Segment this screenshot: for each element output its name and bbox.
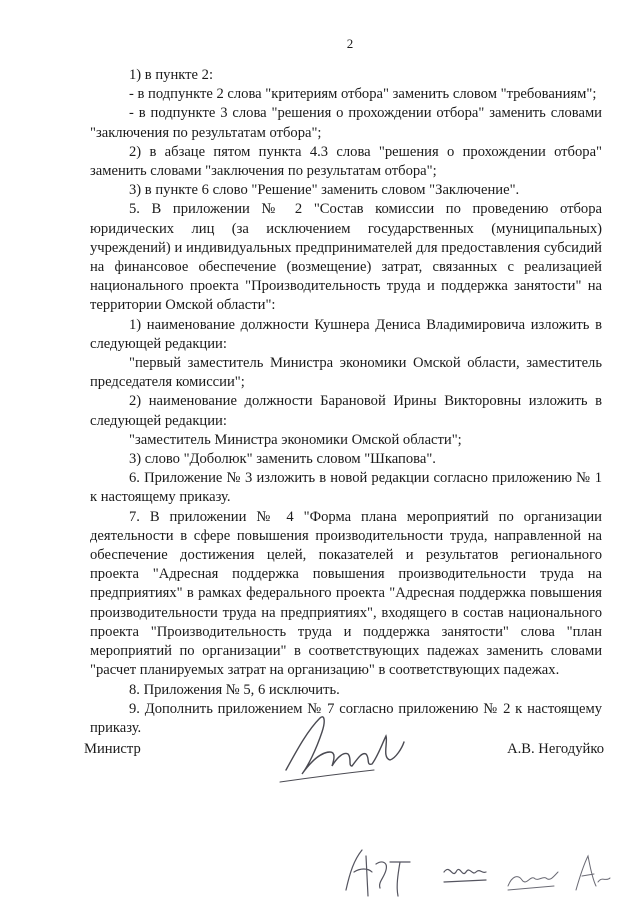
paragraph-item-2-abzac: 2) в абзаце пятом пункта 4.3 слова "решения о прохождении отбора" заменить словами "заключения по результатам отбора";: [90, 143, 602, 180]
paragraph-item-3-punkt6: 3) в пункте 6 слово "Решение" заменить словом "Заключение".: [129, 182, 520, 199]
quote-baranova: "заместитель Министра экономики Омской области";: [129, 431, 462, 448]
handwritten-signature: [278, 708, 408, 788]
signatory-name: А.В. Негодуйко: [507, 741, 604, 757]
signatory-title: Министр: [84, 741, 141, 757]
document-body: [90, 66, 602, 738]
paragraph-doboljuk: 3) слово "Доболюк" заменить словом "Шкапова".: [129, 451, 436, 468]
paragraph-section-6: 6. Приложение № 3 изложить в новой редакции согласно приложению № 1 к настоящему приказу.: [90, 470, 602, 506]
page-number: 2: [346, 36, 354, 51]
approval-initials: [340, 842, 620, 902]
paragraph-subitem-3: - в подпункте 3 слова "решения о прохождении отбора" заменить словами "заключения по результатам отбора";: [90, 105, 602, 141]
paragraph-section-9: 9. Дополнить приложением № 7 согласно приложению № 2 к настоящему приказу.: [90, 700, 602, 736]
paragraph-section-7: 7. В приложении № 4 "Форма плана мероприятий по организации деятельности в сфере повышения производительности труда, направленной на обеспечение достижения целей, показателей и результатов регионального проекта "Адресная поддержка повышения производительности труда на предприятиях" в рамках федерального проекта "Адресная поддержка повышения производительности труда на предприятиях", входящего в состав национального проекта "Производительность труда и поддержка занятости" слова "план мероприятий по организации" в соответствующих падежах заменить словами "расчет планируемых затрат на организацию" в соответствующих падежах.: [90, 508, 602, 679]
paragraph-section-5: 5. В приложении № 2 "Состав комиссии по проведению отбора юридических лиц (за исключением государственных (муниципальных) учреждений) и индивидуальных предпринимателей для предоставления субсидий на финансовое обеспечение (возмещение) затрат, связанных с реализацией национального проекта "Производительность труда и поддержка занятости" на территории Омской области":: [90, 201, 602, 314]
paragraph-subitem-2: - в подпункте 2 слова "критериям отбора" заменить словом "требованиям";: [129, 86, 597, 103]
paragraph-kushner: 1) наименование должности Кушнера Дениса Владимировича изложить в следующей редакции:: [90, 316, 602, 352]
paragraph-baranova: 2) наименование должности Барановой Ирины Викторовны изложить в следующей редакции:: [90, 393, 602, 429]
quote-kushner: "первый заместитель Министра экономики Омской области, заместитель председателя комиссии";: [90, 355, 602, 391]
paragraph-section-8: 8. Приложения № 5, 6 исключить.: [129, 681, 340, 698]
paragraph-item-2: 1) в пункте 2:: [129, 67, 214, 83]
